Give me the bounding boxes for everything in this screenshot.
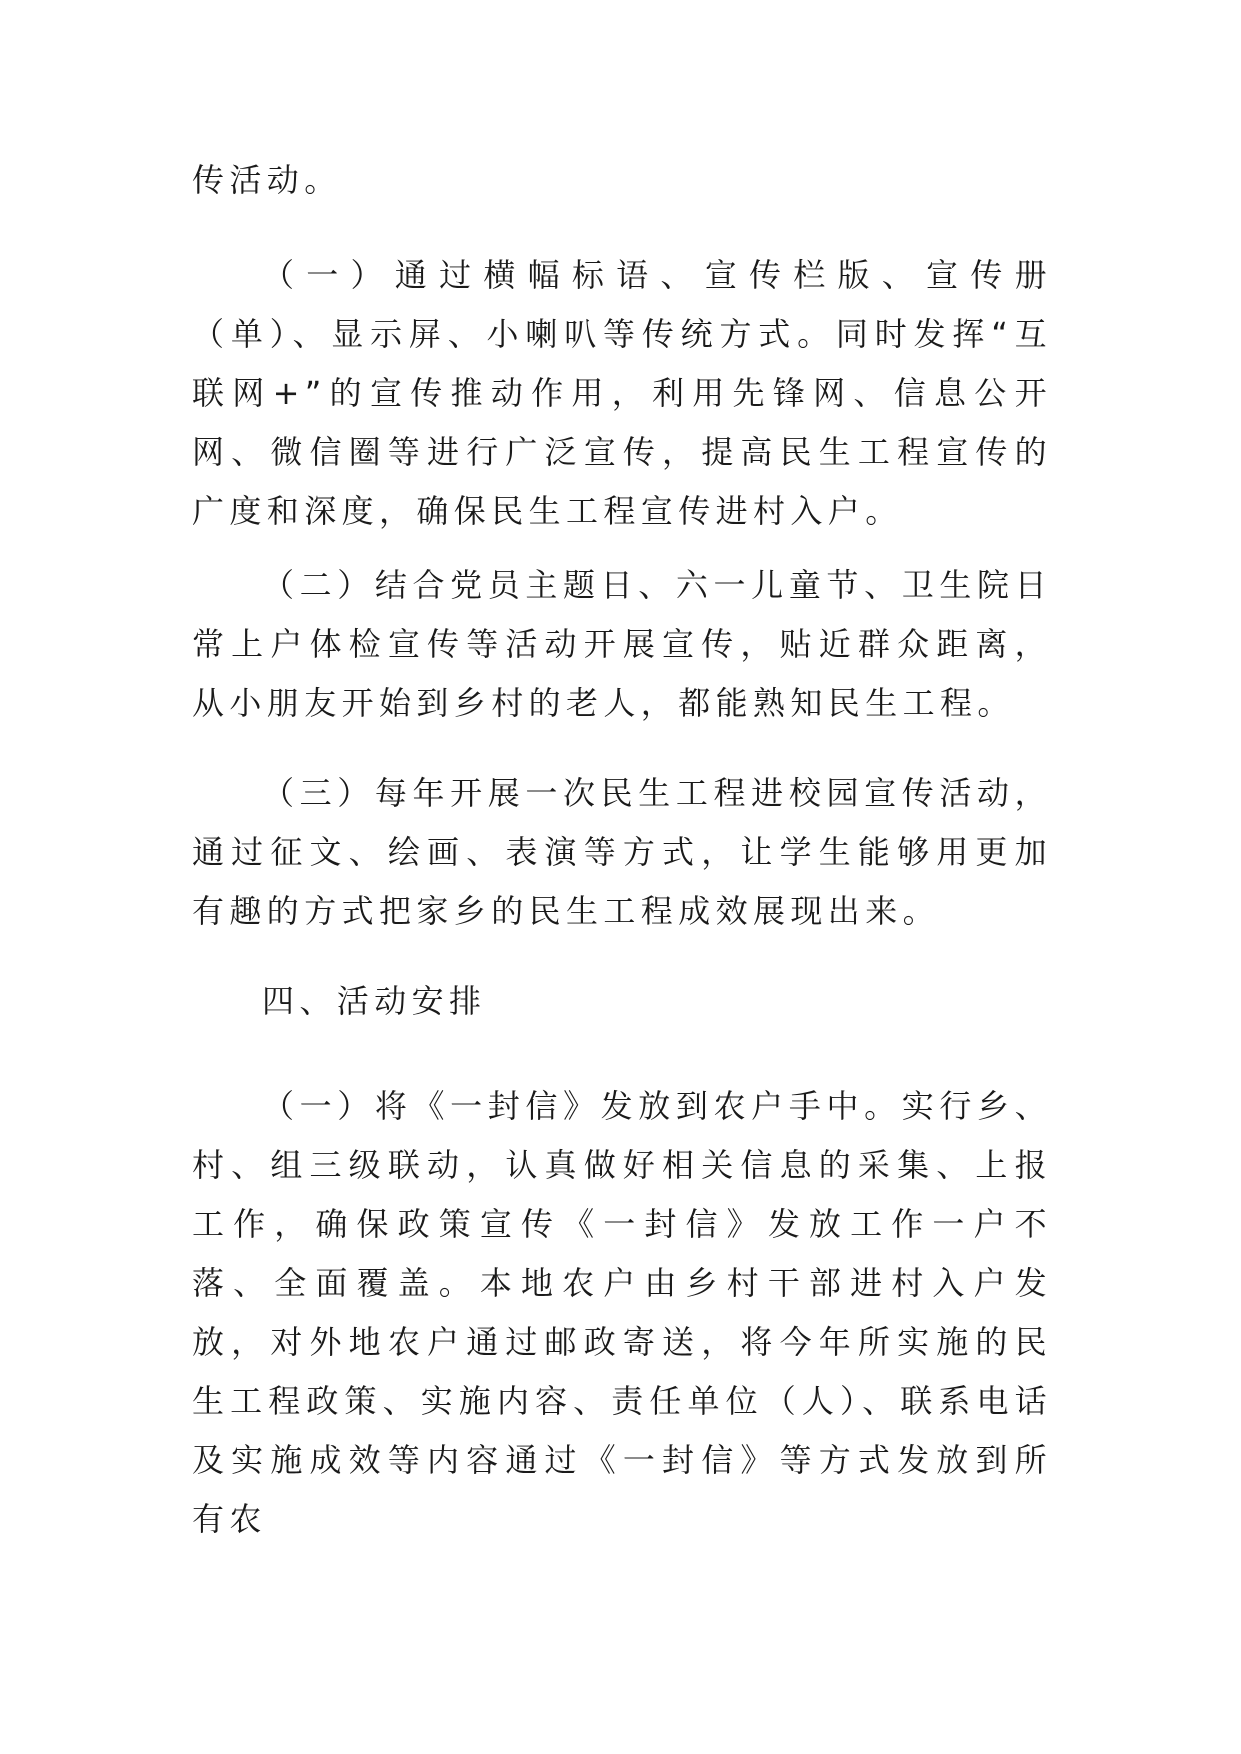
paragraph-4: （一）将《一封信》发放到农户手中。实行乡、村、组三级联动，认真做好相关信息的采集、上报工作，确保政策宣传《一封信》发放工作一户不落、全面覆盖。本地农户由乡村干部进村入户发放，对外地农户通过邮政寄送，将今年所实施的民生工程政策、实施内容、责任单位（人）、联系电话及实施成效等内容通过《一封信》等方式发放到所有农 (192, 1087, 1052, 1538)
paragraph-3: （三）每年开展一次民生工程进校园宣传活动，通过征文、绘画、表演等方式，让学生能够用更加有趣的方式把家乡的民生工程成效展现出来。 (192, 774, 1052, 930)
paragraph-1: （一）通过横幅标语、宣传栏版、宣传册（单）、显示屏、小喇叭等传统方式。同时发挥“互联网+”的宣传推动作用，利用先锋网、信息公开网、微信圈等进行广泛宣传，提高民生工程宣传的广度和深度，确保民生工程宣传进村入户。 (192, 256, 1052, 530)
section-heading: 四、活动安排 (262, 982, 487, 1020)
paragraph-2: （二）结合党员主题日、六一儿童节、卫生院日常上户体检宣传等活动开展宣传，贴近群众距离，从小朋友开始到乡村的老人，都能熟知民生工程。 (192, 566, 1052, 722)
paragraph-continuation: 传活动。 (192, 161, 342, 199)
